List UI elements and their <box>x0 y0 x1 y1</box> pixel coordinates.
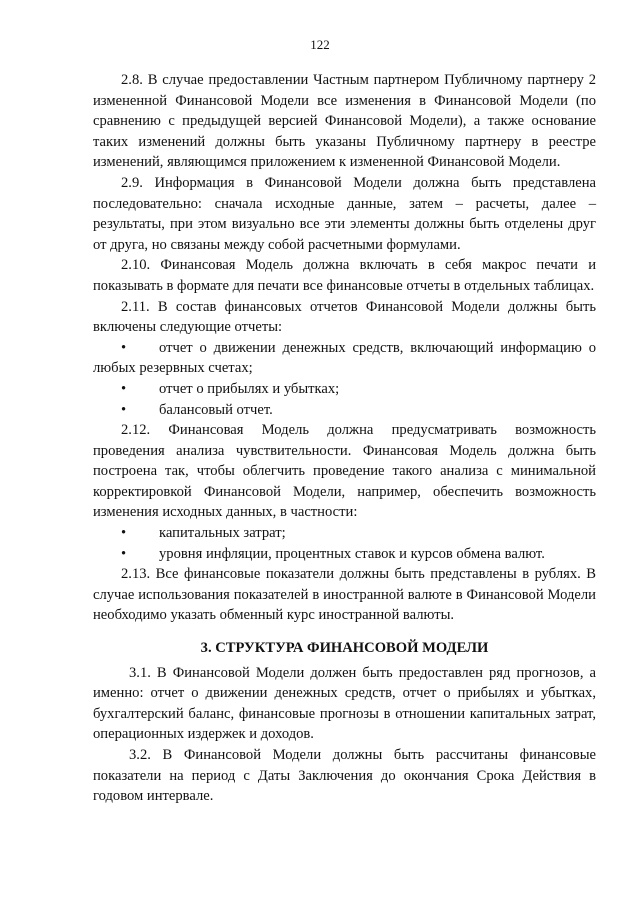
bullet-icon: • <box>121 545 127 562</box>
page-number: 122 <box>310 37 330 52</box>
paragraph-2-11: 2.11. В состав финансовых отчетов Финансовой Модели должны быть включены следующие отчеты: <box>93 298 596 336</box>
document-body <box>93 70 596 807</box>
list-item-text: балансовый отчет. <box>159 401 273 418</box>
paragraph-3-1: 3.1. В Финансовой Модели должен быть предоставлен ряд прогнозов, а именно: отчет о движении денежных средств, отчет о прибылях и убытках, бухгалтерский баланс, финансовые прогнозы в отношении капитальных затрат, операционных издержек и доходов. <box>93 664 596 743</box>
list-item <box>93 400 596 421</box>
paragraph-2-13: 2.13. Все финансовые показатели должны быть представлены в рублях. В случае использования показателей в иностранной валюте в Финансовой Модели необходимо указать обменный курс иностранной валюты. <box>93 566 596 624</box>
list-item <box>93 544 596 565</box>
paragraph-3-2: 3.2. В Финансовой Модели должны быть рассчитаны финансовые показатели на период с Даты Заключения до окончания Срока Действия в годовом интервале. <box>93 747 596 805</box>
paragraph-2-10: 2.10. Финансовая Модель должна включать в себя макрос печати и показывать в формате для печати все финансовые отчеты в отдельных таблицах. <box>93 257 596 294</box>
bullet-icon: • <box>121 380 127 397</box>
list-item-text: отчет о движении денежных средств, включающий информацию о любых резервных счетах; <box>93 339 596 377</box>
list-item <box>93 523 596 544</box>
list-item-text: капитальных затрат; <box>159 525 286 542</box>
list-item-text: уровня инфляции, процентных ставок и курсов обмена валют. <box>159 545 545 562</box>
bullet-icon: • <box>121 339 127 356</box>
section-heading: 3. СТРУКТУРА ФИНАНСОВОЙ МОДЕЛИ <box>200 640 489 657</box>
list-item <box>93 338 596 379</box>
paragraph-2-9: 2.9. Информация в Финансовой Модели должна быть представлена последовательно: сначала исходные данные, затем – расчеты, далее – результаты, при этом визуально все эти элементы должны быть отделены друг от друга, но связаны между собой расчетными формулами. <box>93 174 596 253</box>
list-item-text: отчет о прибылях и убытках; <box>159 380 340 397</box>
bullet-icon: • <box>121 401 127 418</box>
bullet-icon: • <box>121 525 127 542</box>
paragraph-2-12: 2.12. Финансовая Модель должна предусматривать возможность проведения анализа чувствительности. Финансовая Модель должна быть построена так, чтобы облегчить проведение такого анализа с минимальной корректировкой Финансовой Модели, например, обеспечить возможность изменения исходных данных, в частности: <box>93 422 596 521</box>
list-item <box>93 379 596 400</box>
paragraph-2-8: 2.8. В случае предоставлении Частным партнером Публичному партнеру 2 измененной Финансовой Модели все изменения в Финансовой Модели (по сравнению с предыдущей версией Финансовой Модели), а также основание таких изменений должны быть указаны Публичному партнеру в реестре изменений, являющимся приложением к измененной Финансовой Модели. <box>93 72 596 171</box>
